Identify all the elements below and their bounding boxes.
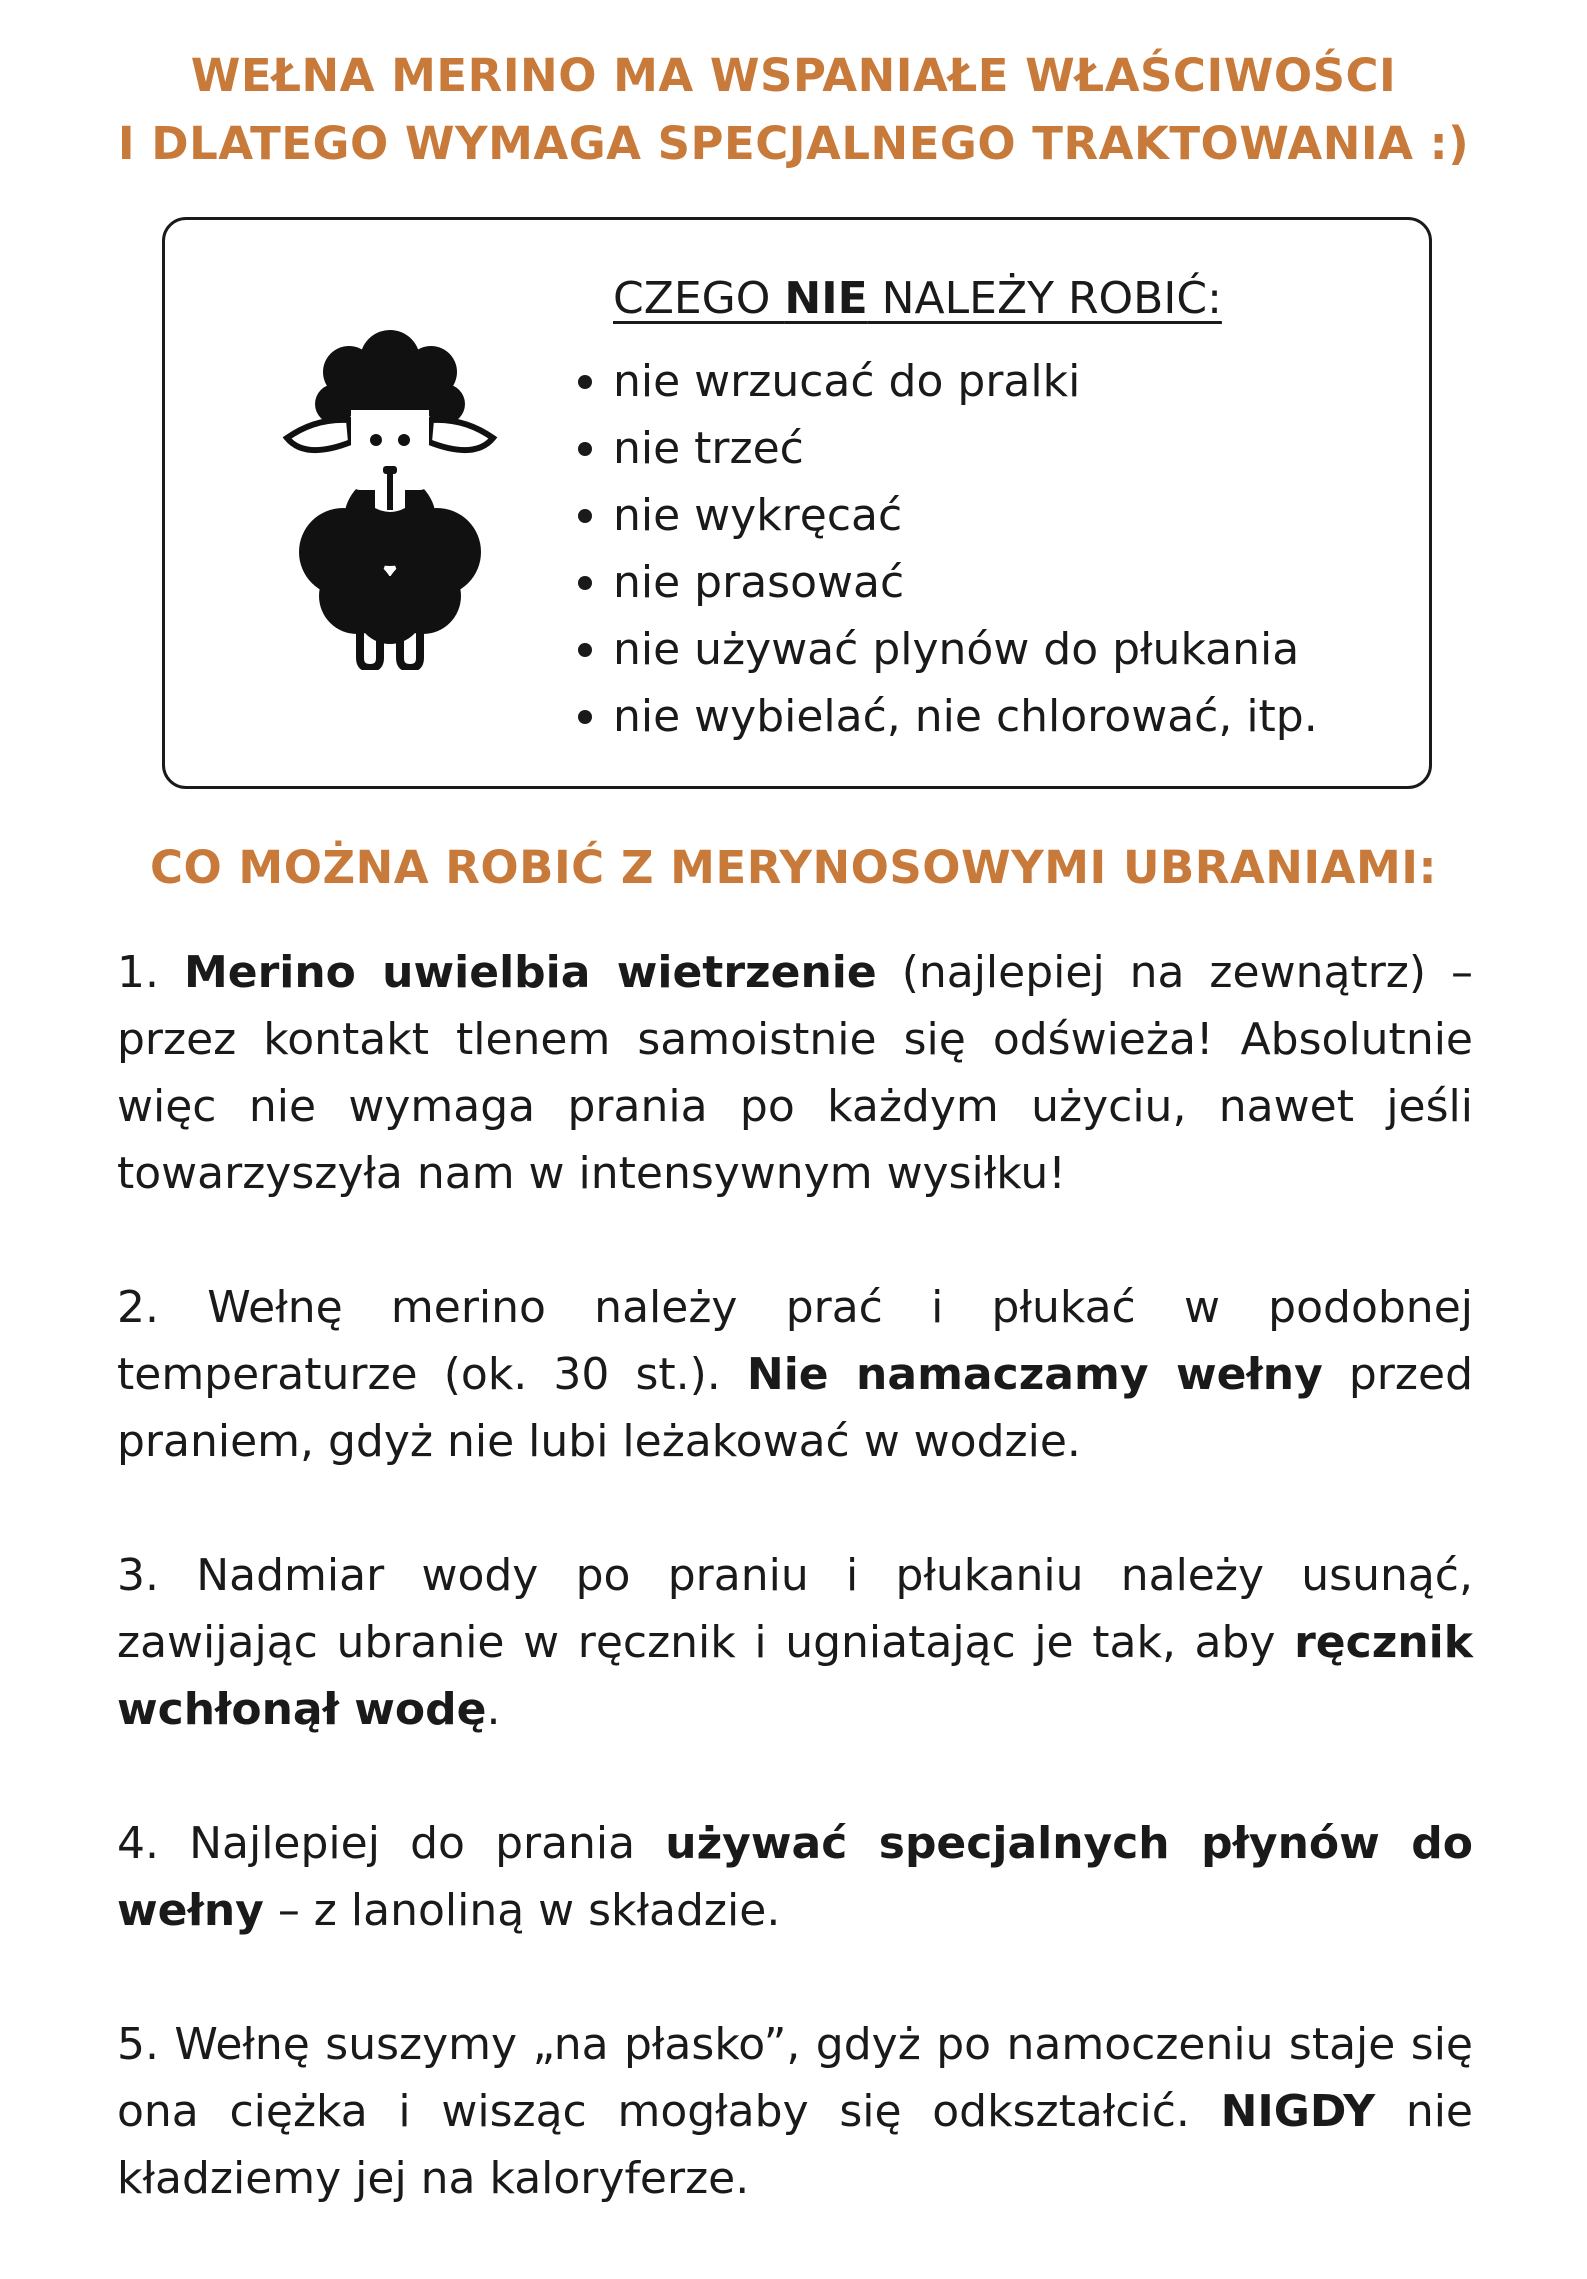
page-title (0, 42, 1587, 178)
care-steps (117, 939, 1473, 2279)
care-step-5: 5. Wełnę suszymy „na płasko”, gdyż po namoczeniu staje się ona ciężka i wisząc mogłaby się odkształcić. NIGDY nie kładziemy jej na kaloryferze. (117, 2019, 1473, 2204)
dont-item: nie używać plynów do płukania (613, 616, 1318, 683)
dont-box (162, 217, 1432, 789)
care-step-3: 3. Nadmiar wody po praniu i płukaniu należy usunąć, zawijając ubranie w ręcznik i ugniatając je tak, aby ręcznik wchłonął wodę. (117, 1550, 1473, 1735)
title-line-1: WEŁNA MERINO MA WSPANIAŁE WŁAŚCIWOŚCI (190, 49, 1397, 102)
dont-list (613, 348, 1318, 750)
dont-item: nie wybielać, nie chlorować, itp. (613, 683, 1318, 750)
dont-item: nie wykręcać (613, 482, 1318, 549)
care-heading: CO MOŻNA ROBIĆ Z MERYNOSOWYMI UBRANIAMI: (149, 841, 1438, 894)
care-step-4: 4. Najlepiej do prania używać specjalnych płynów do wełny – z lanoliną w składzie. (117, 1818, 1473, 1936)
dont-heading: CZEGO NIE NALEŻY ROBIĆ: (613, 273, 1222, 324)
title-line-2: I DLATEGO WYMAGA SPECJALNEGO TRAKTOWANIA :) (117, 117, 1470, 170)
care-step-2: 2. Wełnę merino należy prać i płukać w podobnej temperaturze (ok. 30 st.). Nie namaczamy wełny przed praniem, gdyż nie lubi leżakować w wodzie. (117, 1282, 1473, 1467)
sheep-icon (265, 330, 515, 670)
care-step-1: 1. Merino uwielbia wietrzenie (najlepiej na zewnątrz) – przez kontakt tlenem samoistnie się odświeża! Absolutnie więc nie wymaga prania po każdym użyciu, nawet jeśli towarzyszyła nam w intensywnym wysiłku! (117, 947, 1473, 1199)
dont-item: nie wrzucać do pralki (613, 348, 1318, 415)
dont-item: nie trzeć (613, 415, 1318, 482)
dont-item: nie prasować (613, 549, 1318, 616)
